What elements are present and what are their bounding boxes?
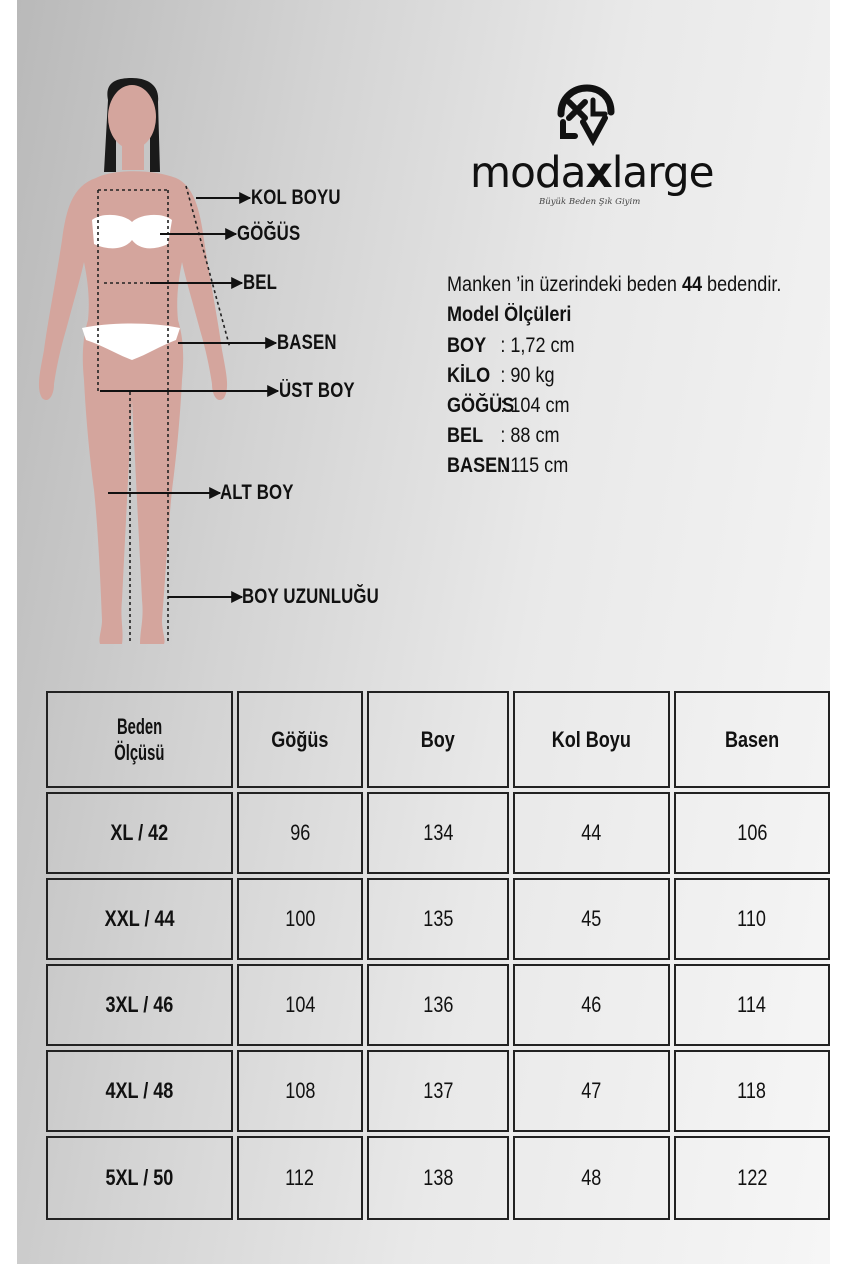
model-heading-text: Model Ölçüleri [447, 303, 572, 326]
table-cell: 96 [237, 792, 363, 874]
brand-name [470, 148, 714, 198]
table-cell: 112 [237, 1136, 363, 1220]
model-row-value: : 88 cm [500, 424, 560, 447]
label-kol-boyu: KOL BOYU [251, 186, 341, 209]
model-heading [447, 303, 571, 327]
table-cell: 136 [367, 964, 509, 1046]
table-header-kol-boyu: Kol Boyu [513, 691, 670, 788]
table-cell: 47 [513, 1050, 670, 1132]
brand-tagline: Büyük Beden Şık Giyim [539, 197, 641, 207]
table-cell-size: 3XL / 46 [46, 964, 233, 1046]
table-cell: 138 [367, 1136, 509, 1220]
table-cell: 44 [513, 792, 670, 874]
brand-logo-icon [555, 84, 617, 146]
model-intro-size: 44 [681, 273, 703, 296]
model-row-label: BASEN [447, 454, 511, 477]
brand-name-bold: x [585, 148, 612, 198]
label-alt-boy: ALT BOY [220, 481, 294, 504]
table-cell: 104 [237, 964, 363, 1046]
table-cell-size: 4XL / 48 [46, 1050, 233, 1132]
model-row [447, 364, 555, 388]
brand-name-post: large [611, 148, 714, 198]
table-cell: 100 [237, 878, 363, 960]
table-header-beden [46, 691, 233, 788]
model-row [447, 334, 575, 358]
table-header-boy: Boy [367, 691, 509, 788]
table-cell: 135 [367, 878, 509, 960]
model-row-value: : 90 kg [500, 364, 555, 387]
table-cell: 118 [674, 1050, 830, 1132]
model-row-label: GÖĞÜS [447, 394, 515, 417]
model-row [447, 424, 560, 448]
label-ust-boy: ÜST BOY [279, 379, 355, 402]
table-cell: 122 [674, 1136, 830, 1220]
table-cell-size: XL / 42 [46, 792, 233, 874]
model-intro [447, 273, 781, 297]
model-row-label: BEL [447, 424, 484, 447]
model-row [447, 454, 568, 478]
label-gogus: GÖĞÜS [237, 222, 301, 245]
table-cell: 114 [674, 964, 830, 1046]
table-cell-size: XXL / 44 [46, 878, 233, 960]
table-cell: 46 [513, 964, 670, 1046]
brand-name-pre: moda [470, 148, 586, 198]
model-intro-pre: Manken ’in üzerindeki beden [447, 273, 682, 296]
table-header-basen: Basen [674, 691, 830, 788]
table-cell: 48 [513, 1136, 670, 1220]
model-intro-post: bedendir. [702, 273, 782, 296]
mannequin-figure [0, 0, 430, 660]
table-cell: 110 [674, 878, 830, 960]
table-cell: 134 [367, 792, 509, 874]
table-cell-size: 5XL / 50 [46, 1136, 233, 1220]
model-row-label: BOY [447, 334, 487, 357]
model-row-value: : 115 cm [500, 454, 569, 477]
header-beden-line2: Ölçüsü [114, 739, 165, 765]
label-bel: BEL [243, 271, 278, 294]
table-cell: 45 [513, 878, 670, 960]
label-boy-uzunlugu: BOY UZUNLUĞU [242, 585, 379, 608]
model-row-value: : 104 cm [500, 394, 570, 417]
label-basen: BASEN [277, 331, 337, 354]
table-cell: 106 [674, 792, 830, 874]
model-row-label: KİLO [447, 364, 491, 387]
model-row [447, 394, 570, 418]
table-cell: 108 [237, 1050, 363, 1132]
model-row-value: : 1,72 cm [500, 334, 575, 357]
table-cell: 137 [367, 1050, 509, 1132]
header-beden-line1: Beden [116, 713, 163, 739]
table-header-gogus: Göğüs [237, 691, 363, 788]
